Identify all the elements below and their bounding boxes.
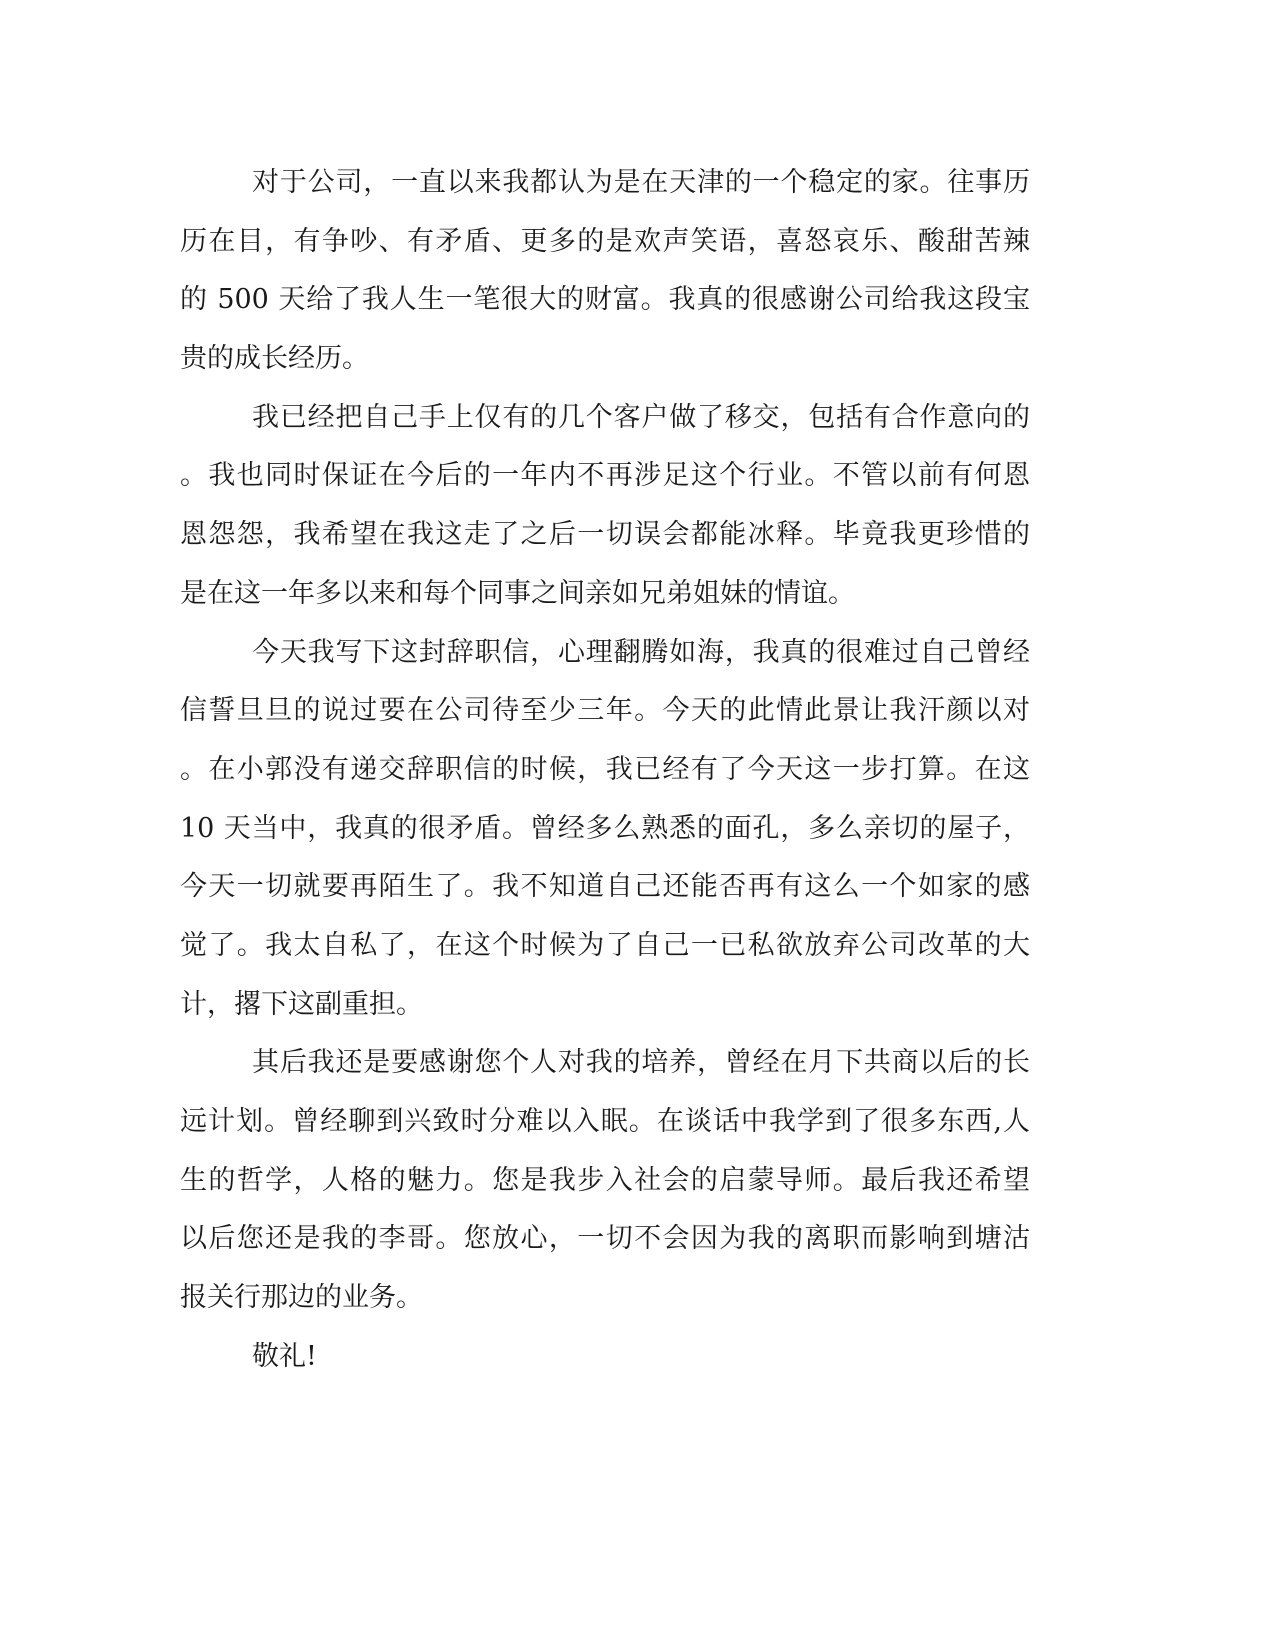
text-line: 的 500 天给了我人生一笔很大的财富。我真的很感谢公司给我这段宝 [180,284,1030,316]
text-line: 。我也同时保证在今后的一年内不再涉足这个行业。不管以前有何恩 [180,460,1030,492]
text-line: 贵的成长经历。 [180,343,369,375]
text-line: 生的哲学，人格的魅力。您是我步入社会的启蒙导师。最后我还希望 [180,1164,1030,1196]
text-line: 10 天当中，我真的很矛盾。曾经多么熟悉的面孔，多么亲切的屋子， [180,812,1030,844]
text-line: 信誓旦旦的说过要在公司待至少三年。今天的此情此景让我汗颜以对 [180,695,1030,727]
text-line: 恩怨怨，我希望在我这走了之后一切误会都能冰释。毕竟我更珍惜的 [180,519,1030,551]
text-line: 远计划。曾经聊到兴致时分难以入眠。在谈话中我学到了很多东西,人 [180,1106,1030,1137]
text-line: 历在目，有争吵、有矛盾、更多的是欢声笑语，喜怒哀乐、酸甜苦辣 [180,225,1030,257]
text-line: 计，撂下这副重担。 [180,988,423,1020]
paragraph-2 [180,389,1030,624]
text-line: 觉了。我太自私了，在这个时候为了自己一已私欲放弃公司改革的大 [180,929,1030,961]
text-line: 我已经把自己手上仅有的几个客户做了移交，包括有合作意向的 [252,401,1030,433]
text-line: 对于公司，一直以来我都认为是在天津的一个稳定的家。往事历 [252,167,1030,198]
text-line: 。在小郭没有递交辞职信的时候，我已经有了今天这一步打算。在这 [180,753,1030,785]
text-line: 今天我写下这封辞职信，心理翻腾如海，我真的很难过自己曾经 [252,636,1030,668]
text-line: 其后我还是要感谢您个人对我的培养，曾经在月下共商以后的长 [252,1047,1030,1079]
closing-salutation: 敬礼! [252,1340,317,1372]
text-line: 是在这一年多以来和每个同事之间亲如兄弟姐妹的情谊。 [180,577,855,609]
paragraph-4 [180,1034,1030,1327]
text-line: 以后您还是我的李哥。您放心，一切不会因为我的离职而影响到塘沽 [180,1223,1030,1255]
text-line: 今天一切就要再陌生了。我不知道自己还能否再有这么一个如家的感 [180,871,1030,903]
paragraph-3 [180,624,1030,1035]
closing [180,1328,1030,1387]
text-line: 报关行那边的业务。 [180,1282,423,1314]
paragraph-1 [180,154,1030,389]
letter-body [180,154,1030,1386]
